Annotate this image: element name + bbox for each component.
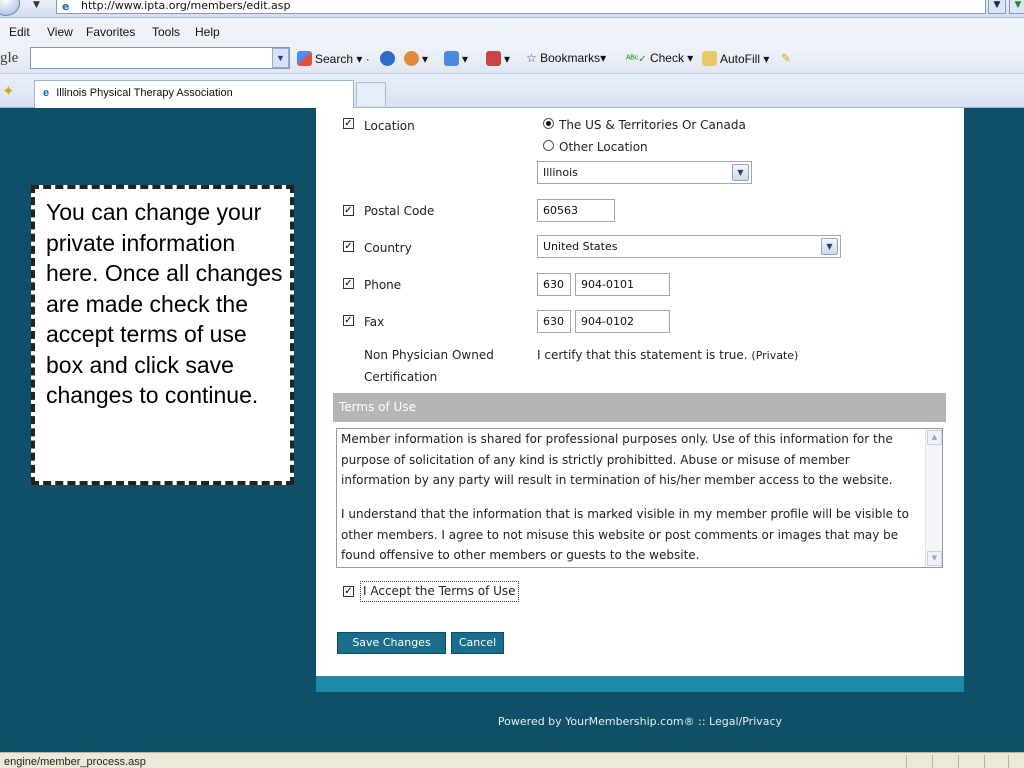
spellcheck-icon: ᴬᴮᶜ✓ — [626, 54, 647, 65]
status-divider — [984, 755, 985, 768]
bookmarks-button[interactable]: ☆ Bookmarks▾ — [526, 51, 607, 65]
menu-tools[interactable]: Tools — [152, 25, 181, 39]
address-dropdown-button[interactable]: ▼ — [988, 0, 1006, 14]
google-search-button[interactable]: Search ▾ · — [297, 51, 370, 66]
menu-view[interactable]: View — [47, 25, 73, 39]
country-label: Country — [364, 241, 412, 255]
terms-line: I understand that the information that is marked visible in my member profile will be visible to — [341, 507, 909, 521]
phone-number-input[interactable] — [575, 273, 670, 296]
terms-line: purpose of solicitation of any kind is strictly prohibitted. Abuse or misuse of member — [341, 453, 850, 467]
favorites-star-icon[interactable]: ✦ — [2, 82, 15, 100]
google-search-input[interactable] — [30, 47, 290, 69]
location-other-option-label: Other Location — [559, 140, 648, 154]
terms-line: information by any party will result in termination of his/her member access to the website. — [341, 473, 893, 487]
fax-checkbox[interactable]: ✓ — [344, 315, 353, 326]
status-divider — [958, 755, 959, 768]
postal-code-input[interactable] — [537, 199, 615, 222]
autofill-icon — [702, 51, 717, 66]
go-button[interactable]: ▼ — [1009, 0, 1024, 14]
menu-edit[interactable]: Edit — [9, 25, 30, 39]
location-label: Location — [364, 119, 415, 133]
tab-title: Illinois Physical Therapy Association — [56, 87, 233, 99]
new-tab-button[interactable] — [356, 82, 386, 106]
content-bottom-strip — [316, 676, 964, 692]
plus-icon — [444, 51, 459, 66]
address-bar-row — [0, 0, 1024, 18]
fax-area-value: 630 — [543, 315, 564, 328]
bookmarks-label: Bookmarks — [540, 51, 601, 65]
non-physician-label-line2: Certification — [364, 370, 438, 384]
autofill-button[interactable]: AutoFill ▾ — [702, 51, 769, 66]
chevron-down-icon[interactable]: ▼ — [821, 238, 838, 255]
menu-help[interactable]: Help — [195, 25, 220, 39]
non-physician-label-line1: Non Physician Owned — [364, 348, 494, 362]
phone-checkbox[interactable]: ✓ — [344, 278, 353, 289]
pagerank-icon — [404, 51, 419, 66]
back-button[interactable] — [0, 0, 20, 16]
fax-label: Fax — [364, 315, 385, 329]
search-label: Search — [315, 52, 354, 66]
private-note: (Private) — [751, 349, 799, 362]
location-us-radio[interactable] — [543, 118, 554, 129]
google-icon — [297, 51, 312, 66]
check-label: Check — [649, 51, 684, 65]
fax-number-input[interactable] — [575, 310, 670, 333]
footer-text[interactable]: Powered by YourMembership.com® :: Legal/Privacy — [497, 715, 783, 728]
status-bar — [0, 752, 1024, 768]
globe-tool[interactable] — [380, 51, 398, 66]
location-us-option-label: The US & Territories Or Canada — [559, 118, 746, 132]
popup-blocker-tool[interactable]: ▾ — [486, 51, 510, 66]
scroll-up-icon[interactable]: ▲ — [927, 430, 942, 445]
globe-icon — [380, 51, 395, 66]
save-changes-button[interactable]: Save Changes — [337, 632, 446, 654]
cancel-button[interactable]: Cancel — [451, 632, 504, 654]
fax-number-value: 904-0102 — [581, 315, 634, 328]
footer — [316, 715, 964, 728]
plus-tool[interactable]: ▾ — [444, 51, 468, 66]
tab-bar — [0, 74, 1024, 108]
phone-area-value: 630 — [543, 278, 564, 291]
country-checkbox[interactable]: ✓ — [344, 241, 353, 252]
postal-code-checkbox[interactable]: ✓ — [344, 205, 353, 216]
phone-number-value: 904-0101 — [581, 278, 634, 291]
terms-scrollbar[interactable] — [925, 429, 942, 567]
chevron-down-icon[interactable]: ▼ — [33, 0, 40, 10]
certify-statement — [537, 348, 798, 362]
terms-header: Terms of Use — [333, 393, 946, 422]
phone-label: Phone — [364, 278, 402, 292]
status-divider — [932, 755, 933, 768]
phone-area-code-input[interactable] — [537, 273, 571, 296]
menu-bar — [0, 18, 1024, 44]
tab-illinois-physical-therapy[interactable] — [34, 80, 354, 108]
autofill-label: AutoFill — [720, 52, 761, 66]
country-select[interactable] — [537, 235, 841, 258]
chevron-down-icon[interactable]: ▼ — [732, 164, 749, 181]
address-url: http://www.ipta.org/members/edit.asp — [81, 0, 291, 12]
star-icon: ☆ — [526, 51, 537, 65]
terms-line: Member information is shared for professional purposes only. Use of this information for the — [341, 432, 893, 446]
google-logo: gle — [0, 50, 19, 66]
postal-code-label: Postal Code — [364, 204, 435, 218]
terms-line: other members. I agree to not misuse this website or post comments or images that may be — [341, 528, 899, 542]
postal-code-value: 60563 — [543, 204, 578, 217]
status-divider — [1008, 755, 1009, 768]
location-other-radio[interactable] — [543, 140, 554, 151]
location-checkbox[interactable]: ✓ — [344, 118, 353, 129]
terms-textarea[interactable] — [336, 428, 943, 568]
state-select[interactable] — [537, 161, 752, 184]
menu-favorites[interactable]: Favorites — [86, 25, 136, 39]
spellcheck-button[interactable]: ᴬᴮᶜ✓ Check ▾ — [626, 51, 694, 65]
pagerank-tool[interactable]: ▾ — [404, 51, 428, 66]
accept-terms-label[interactable]: I Accept the Terms of Use — [360, 581, 519, 602]
scroll-down-icon[interactable]: ▼ — [927, 551, 942, 566]
instruction-callout — [31, 185, 294, 485]
terms-line: found offensive to other members or guests to the website. — [341, 548, 700, 562]
certify-statement-text: I certify that this statement is true. — [537, 348, 748, 362]
highlighter-icon[interactable]: ✎ — [781, 51, 792, 65]
ie-page-icon: e — [62, 0, 70, 13]
address-field[interactable] — [56, 0, 986, 14]
country-value: United States — [543, 240, 618, 253]
ie-page-icon: e — [43, 87, 50, 99]
status-divider — [906, 755, 907, 768]
fax-area-code-input[interactable] — [537, 310, 571, 333]
status-text: engine/member_process.asp — [4, 756, 146, 768]
google-search-dropdown[interactable]: ▼ — [272, 48, 289, 68]
callout-text: You can change your private information here. Once all changes are made check the accept terms of use box and click save changes to continue. — [46, 199, 283, 408]
accept-terms-checkbox[interactable]: ✓ — [344, 586, 353, 597]
google-toolbar — [0, 44, 1024, 74]
state-value: Illinois — [543, 166, 578, 179]
popup-blocker-icon — [486, 51, 501, 66]
